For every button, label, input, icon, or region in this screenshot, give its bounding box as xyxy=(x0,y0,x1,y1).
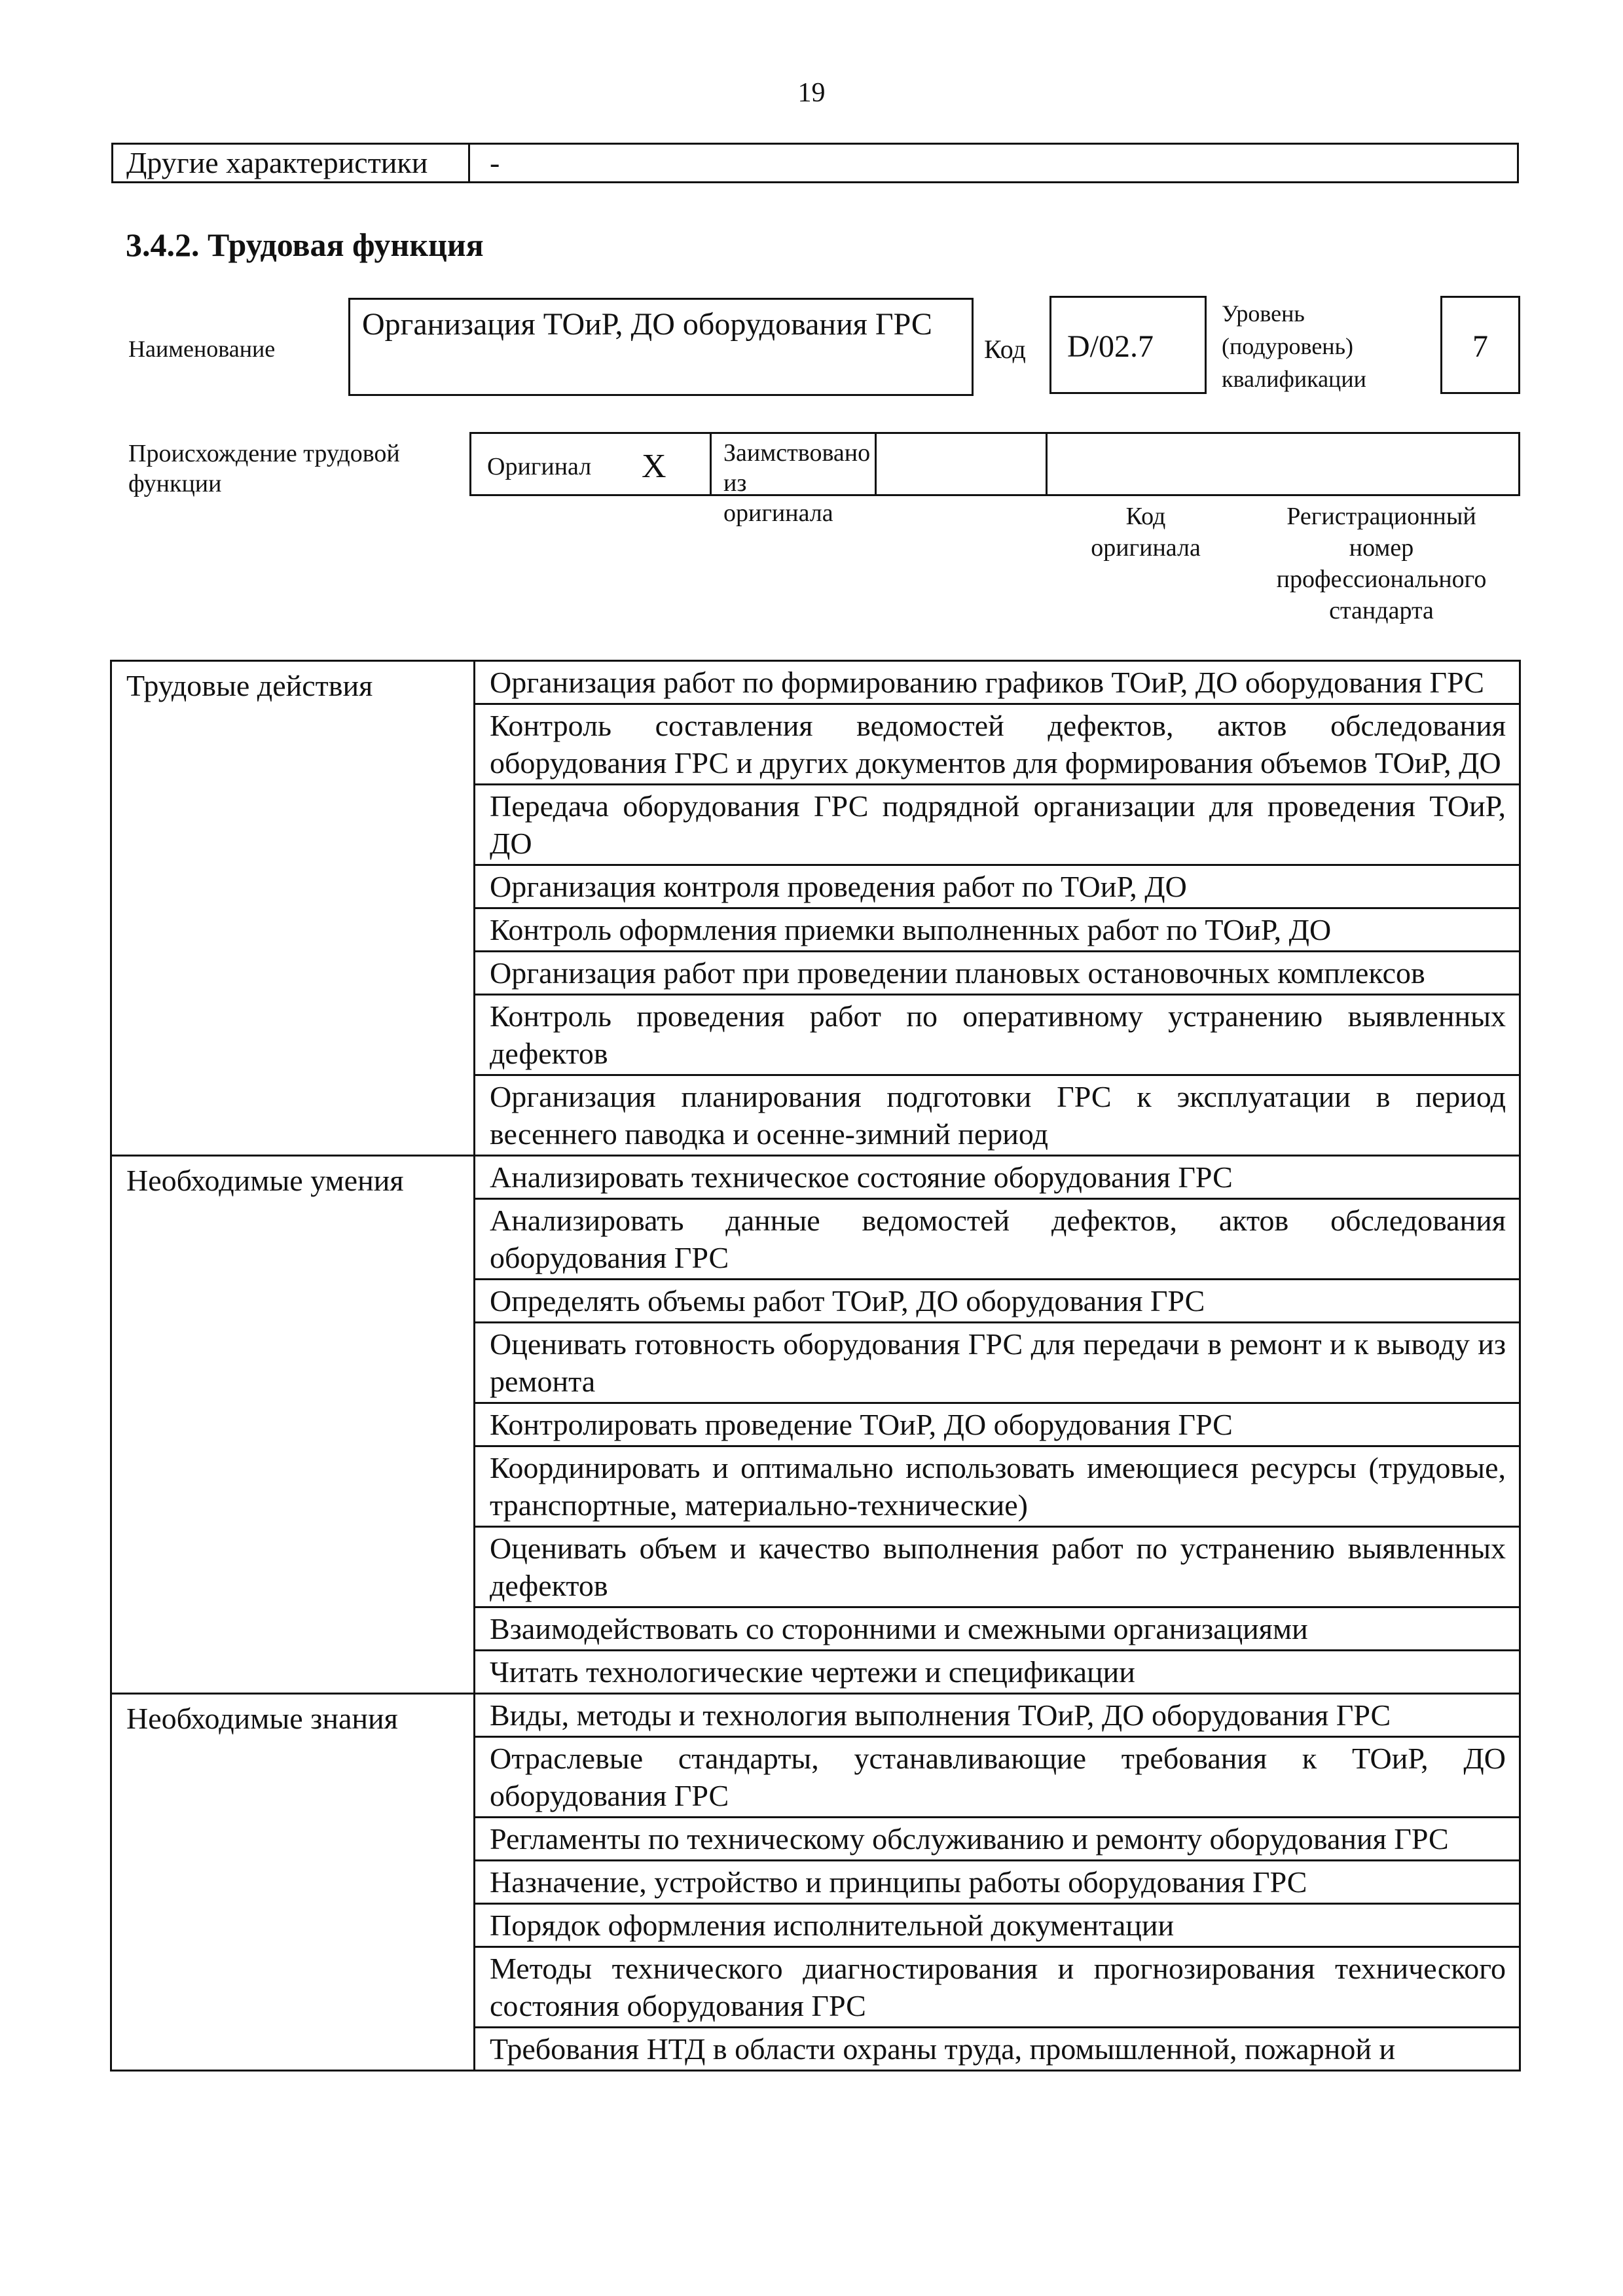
table-row xyxy=(111,661,1520,704)
borrowed-label-line: оригинала xyxy=(723,499,833,527)
section-item: Координировать и оптимально использовать имеющиеся ресурсы (трудовые, транспортные, материально-технические) xyxy=(475,1446,1520,1527)
table-row xyxy=(111,1694,1520,1737)
section-item: Определять объемы работ ТОиР, ДО оборудования ГРС xyxy=(475,1280,1520,1323)
function-details-table xyxy=(110,660,1521,2072)
caption-line: стандарта xyxy=(1329,597,1434,624)
other-characteristics-value: - xyxy=(490,146,500,179)
borrowed-label xyxy=(723,438,875,528)
section-item: Контроль составления ведомостей дефектов, актов обследования оборудования ГРС и других документов для формирования объемов ТОиР, ДО xyxy=(475,704,1520,785)
origin-original-cell xyxy=(469,432,712,496)
section-item: Контроль проведения работ по оперативному устранению выявленных дефектов xyxy=(475,995,1520,1075)
section-item: Отраслевые стандарты, устанавливающие требования к ТОиР, ДО оборудования ГРС xyxy=(475,1737,1520,1818)
section-title: Трудовые действия xyxy=(111,661,475,1156)
section-item: Виды, методы и технология выполнения ТОиР, ДО оборудования ГРС xyxy=(475,1694,1520,1737)
section-item: Назначение, устройство и принципы работы оборудования ГРС xyxy=(475,1861,1520,1904)
qualification-level-label xyxy=(1222,297,1366,395)
section-item: Оценивать готовность оборудования ГРС для передачи в ремонт и к выводу из ремонта xyxy=(475,1323,1520,1403)
origin-label-line: функции xyxy=(128,470,222,497)
section-item: Оценивать объем и качество выполнения работ по устранению выявленных дефектов xyxy=(475,1527,1520,1607)
section-item: Читать технологические чертежи и спецификации xyxy=(475,1651,1520,1694)
section-item: Организация работ при проведении плановых остановочных комплексов xyxy=(475,952,1520,995)
section-item: Требования НТД в области охраны труда, промышленной, пожарной и xyxy=(475,2028,1520,2071)
section-heading: 3.4.2. Трудовая функция xyxy=(126,226,484,263)
section-item: Организация работ по формированию графиков ТОиР, ДО оборудования ГРС xyxy=(475,661,1520,704)
original-mark: X xyxy=(642,448,666,485)
section-item: Контролировать проведение ТОиР, ДО оборудования ГРС xyxy=(475,1403,1520,1446)
code-label: Код xyxy=(984,334,1026,364)
section-item: Взаимодействовать со сторонними и смежными организациями xyxy=(475,1607,1520,1651)
caption-line: Регистрационный xyxy=(1286,503,1476,530)
section-item: Регламенты по техническому обслуживанию и ремонту оборудования ГРС xyxy=(475,1818,1520,1861)
section-item: Порядок оформления исполнительной документации xyxy=(475,1904,1520,1947)
function-details-body xyxy=(111,661,1520,2071)
caption-line: профессионального xyxy=(1276,565,1487,593)
section-item: Организация контроля проведения работ по ТОиР, ДО xyxy=(475,865,1520,908)
other-characteristics-table xyxy=(111,143,1519,183)
section-item: Анализировать техническое состояние оборудования ГРС xyxy=(475,1156,1520,1199)
origin-code-cell xyxy=(875,432,1048,496)
section-item: Методы технического диагностирования и прогнозирования технического состояния оборудования ГРС xyxy=(475,1947,1520,2028)
registration-number-caption xyxy=(1244,501,1519,626)
caption-line: оригинала xyxy=(1091,534,1201,562)
section-item: Анализировать данные ведомостей дефектов, актов обследования оборудования ГРС xyxy=(475,1199,1520,1280)
section-item: Организация планирования подготовки ГРС к эксплуатации в период весеннего паводка и осенне-зимний период xyxy=(475,1075,1520,1156)
table-row xyxy=(111,1156,1520,1199)
original-label: Оригинал xyxy=(487,453,592,480)
function-name-value: Организация ТОиР, ДО оборудования ГРС xyxy=(348,298,974,396)
qualification-level-value: 7 xyxy=(1440,296,1520,394)
name-label: Наименование xyxy=(128,336,276,362)
level-label-line: Уровень xyxy=(1222,300,1305,327)
origin-label xyxy=(128,439,400,499)
level-label-line: квалификации xyxy=(1222,366,1366,392)
origin-label-line: Происхождение трудовой xyxy=(128,440,400,467)
borrowed-label-line: Заимствовано из xyxy=(723,439,871,497)
code-original-caption xyxy=(1048,501,1244,564)
section-title: Необходимые умения xyxy=(111,1156,475,1694)
other-characteristics-label: Другие характеристики xyxy=(113,145,470,181)
section-item: Контроль оформления приемки выполненных работ по ТОиР, ДО xyxy=(475,908,1520,952)
origin-registration-cell xyxy=(1046,432,1520,496)
function-code-value: D/02.7 xyxy=(1049,296,1207,394)
level-label-line: (подуровень) xyxy=(1222,333,1353,359)
caption-line: номер xyxy=(1349,534,1414,562)
section-item: Передача оборудования ГРС подрядной организации для проведения ТОиР, ДО xyxy=(475,785,1520,865)
origin-borrowed-cell xyxy=(710,432,877,527)
caption-line: Код xyxy=(1125,503,1166,530)
page-number: 19 xyxy=(797,78,826,108)
section-title: Необходимые знания xyxy=(111,1694,475,2071)
